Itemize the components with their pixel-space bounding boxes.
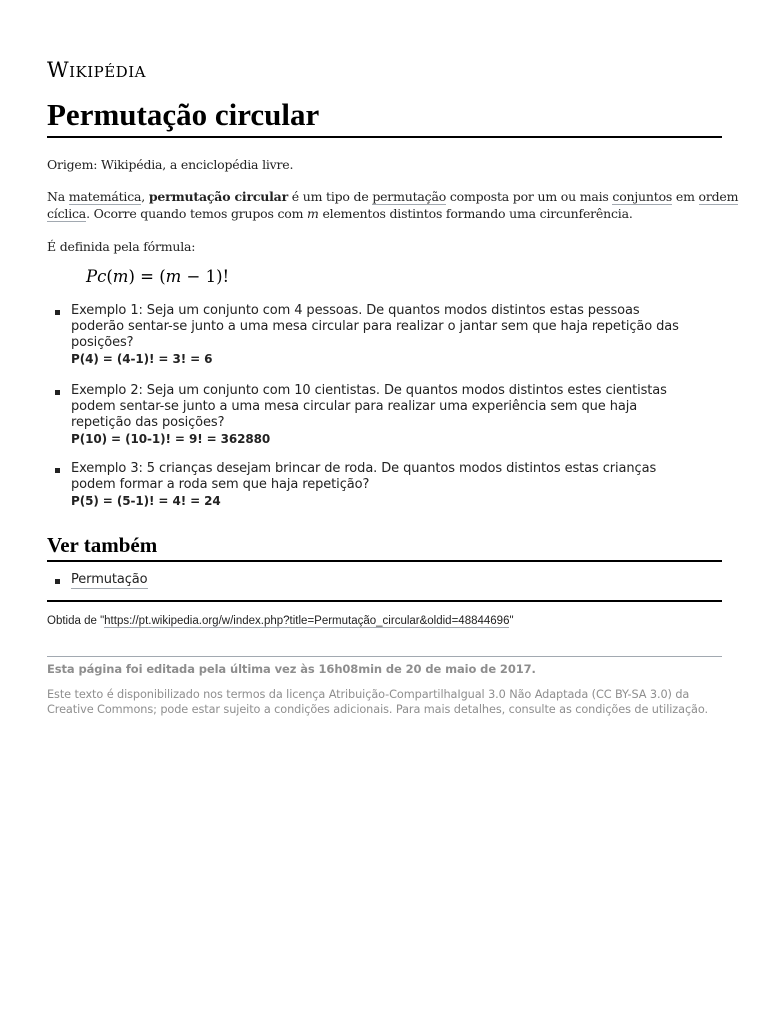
link-ordem-ciclica[interactable]: ordem [698,189,739,204]
example-line: posições? [71,335,134,350]
intro-text: elementos distintos formando uma circunferência. [318,206,633,221]
example-line: Exemplo 2: Seja um conjunto com 10 cientistas. De quantos modos distintos estes cientistas [71,383,667,398]
intro-text: composta por um ou mais [446,189,613,204]
example-line: Exemplo 3: 5 crianças desejam brincar de roda. De quantos modos distintos estas crianças [71,461,657,476]
retrieved-suffix: " [509,615,514,627]
license-line: Creative Commons; pode estar sujeito a condições adicionais. Para mais detalhes, consulte as condições de utilização. [47,703,708,716]
intro-text: é um tipo de [287,189,373,204]
example-result: P(5) = (5-1)! = 4! = 24 [71,494,221,508]
title-divider [47,136,722,138]
intro-line-2 [47,205,722,222]
footer-divider [47,600,722,602]
wikipedia-wordmark[interactable]: Wikipédia [47,58,146,82]
example-text [71,461,721,509]
retrieved-from [47,613,514,629]
example-line: repetição das posições? [71,415,225,430]
formula-rhs-close: − 1)! [181,267,230,286]
bullet-icon [55,390,60,395]
example-line: podem sentar-se junto a uma mesa circular para realizar uma experiência sem que haja [71,399,638,414]
retrieved-url-link[interactable]: https://pt.wikipedia.org/w/index.php?title=Permutação_circular&oldid=48844696 [104,615,510,627]
formula-paren: ) [128,267,135,286]
formula-rhs-var: m [165,267,182,286]
formula [86,265,229,289]
footer-thin-divider [47,656,722,657]
intro-text: em [672,189,699,204]
bullet-icon [55,468,60,473]
section-divider [47,560,722,562]
license-notice [47,687,722,717]
section-heading-ver-tambem: Ver também [47,533,158,557]
example-line: poderão sentar-se junto a uma mesa circular para realizar o jantar sem que haja repetição das [71,319,679,334]
intro-line-1 [47,188,739,205]
link-conjuntos[interactable]: conjuntos [612,189,673,204]
link-permutacao-see-also[interactable]: Permutação [71,572,148,587]
license-line: Este texto é disponibilizado nos termos da licença Atribuição-CompartilhaIgual 3.0 Não Adaptada (CC BY-SA 3.0) da [47,688,690,701]
formula-lhs: Pc [86,267,107,286]
example-line: podem formar a roda sem que haja repetição? [71,477,370,492]
bold-term: permutação circular [148,189,288,204]
link-matematica[interactable]: matemática [68,189,142,204]
example-line: Exemplo 1: Seja um conjunto com 4 pessoas. De quantos modos distintos estas pessoas [71,303,640,318]
intro-text: Na [47,189,69,204]
origin-note: Origem: Wikipédia, a enciclopédia livre. [47,157,294,172]
intro-text: , [141,189,149,204]
link-permutacao[interactable]: permutação [372,189,447,204]
example-text [71,383,721,447]
formula-arg: m [112,267,129,286]
formula-paren: ( [106,267,113,286]
retrieved-prefix: Obtida de " [47,615,105,627]
example-text [71,303,721,367]
last-modified: Esta página foi editada pela última vez às 16h08min de 20 de maio de 2017. [47,662,536,676]
example-result: P(4) = (4-1)! = 3! = 6 [71,352,213,366]
link-ordem-ciclica-cont[interactable]: cíclica [47,206,87,221]
intro-paragraph [47,188,739,222]
variable-m: m [307,206,319,221]
formula-rhs-open: = ( [134,267,166,286]
bullet-icon [55,310,60,315]
intro-text: . Ocorre quando temos grupos com [86,206,308,221]
page-title: Permutação circular [47,97,320,132]
example-result: P(10) = (10-1)! = 9! = 362880 [71,432,271,446]
definition-text: É definida pela fórmula: [47,239,196,254]
bullet-icon [55,579,60,584]
